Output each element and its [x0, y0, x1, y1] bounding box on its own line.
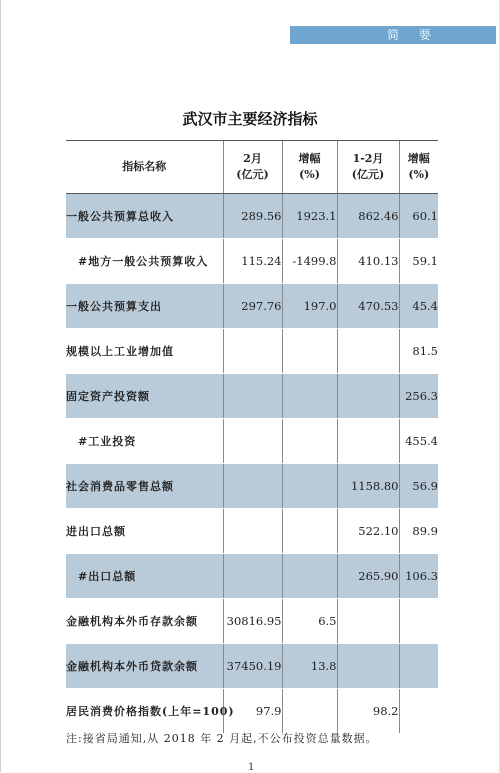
cell-jan-feb-growth	[399, 599, 438, 644]
table-row	[66, 509, 438, 554]
cell-feb-growth	[282, 329, 337, 374]
cell-jan-feb	[337, 329, 399, 374]
cell-feb: 97.9	[223, 689, 282, 734]
cell-feb-growth: 13.8	[282, 644, 337, 689]
table-row	[66, 599, 438, 644]
cell-jan-feb-growth: 106.3	[399, 554, 438, 599]
cell-feb-growth: -1499.8	[282, 239, 337, 284]
cell-feb-growth: 6.5	[282, 599, 337, 644]
table-row	[66, 689, 438, 734]
table-row	[66, 419, 438, 464]
header-line: 增幅	[407, 152, 430, 165]
cell-jan-feb: 410.13	[337, 239, 399, 284]
cell-jan-feb	[337, 599, 399, 644]
cell-jan-feb: 265.90	[337, 554, 399, 599]
cell-jan-feb	[337, 419, 399, 464]
cell-jan-feb-growth: 60.1	[399, 194, 438, 239]
cell-feb-growth: 197.0	[282, 284, 337, 329]
cell-feb	[223, 554, 282, 599]
row-name: 一般公共预算总收入	[66, 194, 223, 239]
header-unit: (%)	[408, 168, 430, 181]
cell-jan-feb: 522.10	[337, 509, 399, 554]
row-name: 金融机构本外币存款余额	[66, 599, 223, 644]
cell-jan-feb: 1158.80	[337, 464, 399, 509]
header-unit: (亿元)	[236, 168, 269, 181]
cell-feb-growth	[282, 374, 337, 419]
table-row	[66, 554, 438, 599]
row-name: #地方一般公共预算收入	[66, 239, 223, 284]
cell-feb	[223, 509, 282, 554]
cell-jan-feb	[337, 644, 399, 689]
cell-feb: 289.56	[223, 194, 282, 239]
cell-jan-feb-growth	[399, 644, 438, 689]
table-header-row	[66, 141, 438, 194]
cell-feb: 37450.19	[223, 644, 282, 689]
header-line: 1-2月	[352, 152, 384, 165]
row-name: 居民消费价格指数(上年=100)	[66, 689, 223, 734]
row-name: 规模以上工业增加值	[66, 329, 223, 374]
footnote: 注:接省局通知,从 2018 年 2 月起,不公布投资总量数据。	[66, 732, 378, 745]
cell-feb	[223, 374, 282, 419]
row-name: #出口总额	[66, 554, 223, 599]
row-name: 进出口总额	[66, 509, 223, 554]
cell-feb	[223, 329, 282, 374]
cell-jan-feb-growth: 59.1	[399, 239, 438, 284]
header-unit: (亿元)	[351, 168, 385, 181]
header-jan-feb	[337, 141, 399, 194]
section-header-tab	[290, 26, 496, 44]
cell-jan-feb-growth: 45.4	[399, 284, 438, 329]
row-name: 一般公共预算支出	[66, 284, 223, 329]
header-unit: (%)	[299, 168, 320, 181]
cell-feb: 30816.95	[223, 599, 282, 644]
table-row	[66, 239, 438, 284]
cell-feb-growth: 1923.1	[282, 194, 337, 239]
cell-feb-growth	[282, 554, 337, 599]
row-name: #工业投资	[66, 419, 223, 464]
header-line: 增幅	[298, 152, 321, 165]
cell-feb-growth	[282, 464, 337, 509]
header-line: 2月	[243, 152, 262, 165]
table-row	[66, 644, 438, 689]
cell-jan-feb-growth: 56.9	[399, 464, 438, 509]
header-jan-feb-growth	[399, 141, 438, 194]
header-line: 指标名称	[122, 160, 167, 173]
table-row	[66, 374, 438, 419]
section-label: 简 要	[387, 28, 439, 42]
cell-feb	[223, 419, 282, 464]
row-name: 社会消费品零售总额	[66, 464, 223, 509]
table-row	[66, 194, 438, 239]
cell-jan-feb	[337, 374, 399, 419]
cell-jan-feb-growth: 81.5	[399, 329, 438, 374]
header-feb-growth	[282, 141, 337, 194]
page-title: 武汉市主要经济指标	[182, 110, 318, 128]
cell-feb: 297.76	[223, 284, 282, 329]
economic-indicators-table	[66, 140, 438, 734]
cell-feb-growth	[282, 419, 337, 464]
table-row	[66, 284, 438, 329]
header-indicator-name	[66, 141, 223, 194]
cell-jan-feb: 862.46	[337, 194, 399, 239]
table-row	[66, 464, 438, 509]
row-name: 金融机构本外币贷款余额	[66, 644, 223, 689]
cell-jan-feb: 470.53	[337, 284, 399, 329]
cell-jan-feb-growth	[399, 689, 438, 734]
cell-feb	[223, 464, 282, 509]
cell-jan-feb-growth: 256.3	[399, 374, 438, 419]
cell-jan-feb: 98.2	[337, 689, 399, 734]
cell-jan-feb-growth: 89.9	[399, 509, 438, 554]
header-feb	[223, 141, 282, 194]
cell-feb: 115.24	[223, 239, 282, 284]
row-name: 固定资产投资额	[66, 374, 223, 419]
cell-feb-growth	[282, 509, 337, 554]
cell-jan-feb-growth: 455.4	[399, 419, 438, 464]
cell-feb-growth	[282, 689, 337, 734]
page-number: 1	[248, 762, 255, 773]
table-row	[66, 329, 438, 374]
